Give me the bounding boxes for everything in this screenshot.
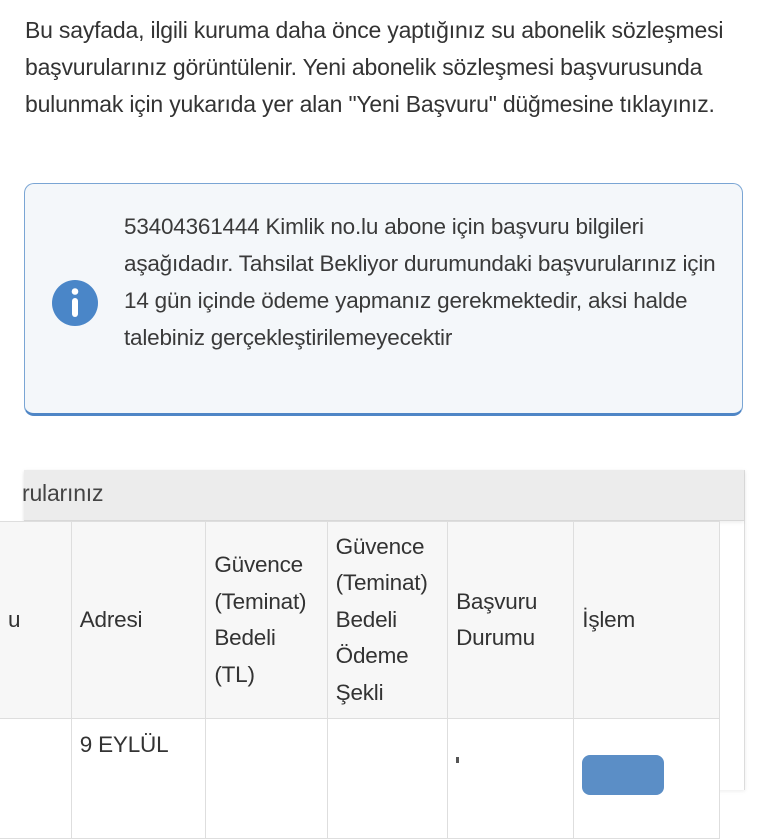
applications-table [0,521,720,839]
address-cell: 9 EYLÜL [71,719,206,839]
table-cell [0,719,71,839]
action-button[interactable] [582,755,664,795]
panel-title: rularınız [22,480,104,506]
status-text-fragment [456,757,459,763]
applications-panel [8,470,745,790]
action-cell [574,719,720,839]
deposit-amount-cell [206,719,327,839]
column-header-address: Adresi [71,522,206,719]
panel-heading [24,470,744,521]
table-row [0,719,720,839]
info-icon [52,280,98,326]
intro-text: Bu sayfada, ilgili kuruma daha önce yaptığınız su abonelik sözleşmesi başvurularınız görüntülenir. Yeni abonelik sözleşmesi başvurusunda bulunmak için yukarıda yer alan "Yeni Başvuru" düğmesine tıklayınız. [25,17,724,117]
column-header-action: İşlem [574,522,720,719]
column-header-deposit-amount: Güvence (Teminat) Bedeli (TL) [206,522,327,719]
info-alert [24,183,743,416]
column-header-application-status: Başvuru Durumu [448,522,574,719]
deposit-payment-method-cell [327,719,447,839]
column-header: u [0,522,71,719]
alert-message: 53404361444 Kimlik no.lu abone için başvuru bilgileri aşağıdadır. Tahsilat Bekliyor durumundaki başvurularınız için 14 gün içinde ödeme yapmanız gerekmektedir, aksi halde talebiniz gerçekleştirilemeyecektir [124,214,716,350]
application-status-cell [448,719,574,839]
column-header-deposit-payment-method: Güvence (Teminat) Bedeli Ödeme Şekli [327,522,447,719]
table-header-row [0,522,720,719]
